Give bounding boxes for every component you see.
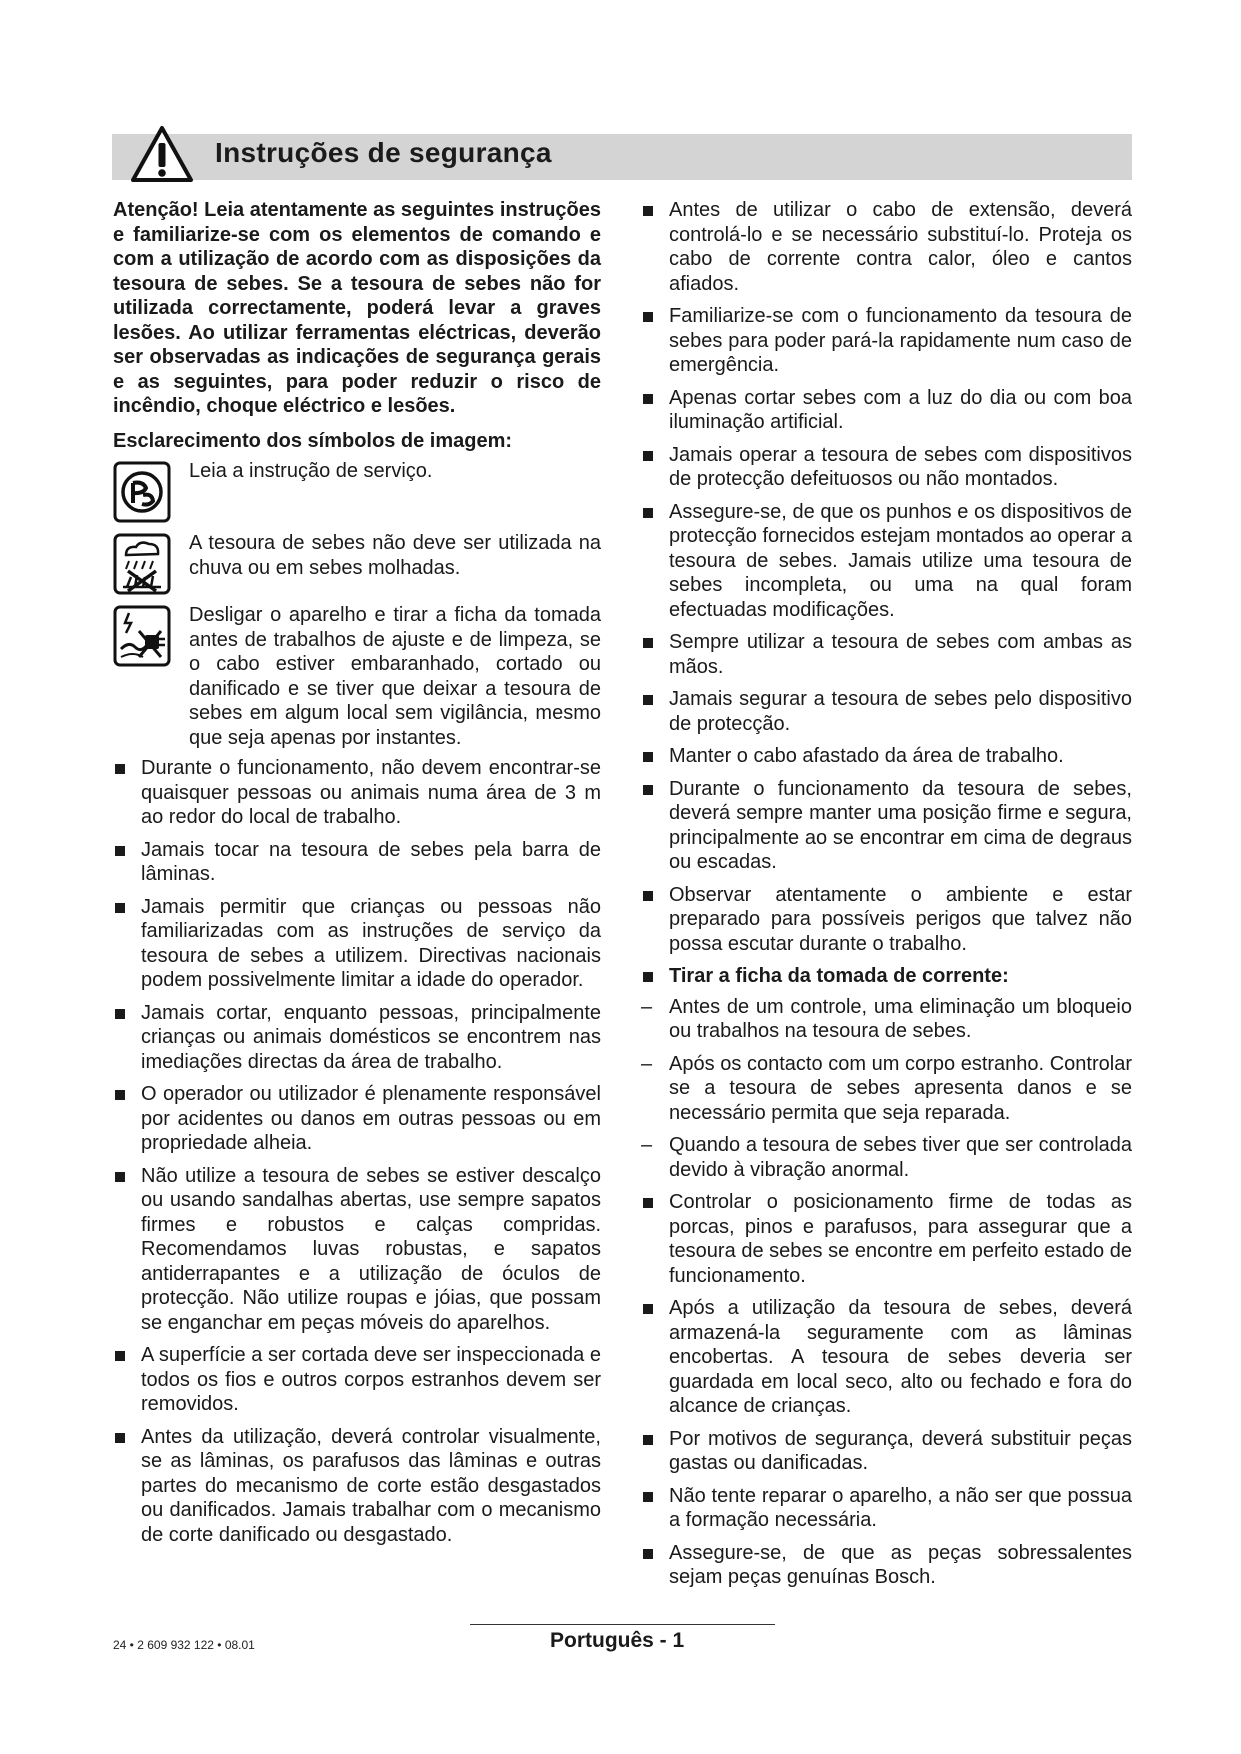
symbol-text: A tesoura de sebes não deve ser utilizada na chuva ou em sebes molhadas. xyxy=(189,532,601,579)
list-item: Antes da utilização, deverá controlar visualmente, se as lâminas, os parafusos das lâminas e outras partes do mecanismo de corte estão desgastados ou danificados. Jamais trabalhar com o mecanismo de corte danificado ou desgastado. xyxy=(113,1425,601,1548)
list-item: Apenas cortar sebes com a luz do dia ou com boa iluminação artificial. xyxy=(641,386,1132,435)
list-item: Jamais cortar, enquanto pessoas, principalmente crianças ou animais domésticos se encontrem nas imediações directas da área de trabalho. xyxy=(113,1001,601,1075)
list-item: Por motivos de segurança, deverá substituir peças gastas ou danificadas. xyxy=(641,1427,1132,1476)
dash-item: – Após os contacto com um corpo estranho. Controlar se a tesoura de sebes apresenta danos e se necessário permita que seja reparada. xyxy=(641,1052,1132,1126)
footer-divider xyxy=(470,1624,775,1625)
list-item: Observar atentamente o ambiente e estar preparado para possíveis perigos que talvez não possa escutar durante o trabalho. xyxy=(641,883,1132,957)
list-item: Durante o funcionamento da tesoura de sebes, deverá sempre manter uma posição firme e segura, principalmente ao se encontrar em cima de degraus ou escadas. xyxy=(641,777,1132,875)
read-manual-icon xyxy=(113,461,171,523)
symbol-read-manual xyxy=(113,459,601,525)
no-rain-icon xyxy=(113,533,171,595)
dash-item: – Quando a tesoura de sebes tiver que ser controlada devido à vibração anormal. xyxy=(641,1133,1132,1182)
list-item: O operador ou utilizador é plenamente responsável por acidentes ou danos em outras pessoas ou em propriedade alheia. xyxy=(113,1082,601,1156)
symbol-no-rain xyxy=(113,531,601,597)
symbol-text: Desligar o aparelho e tirar a ficha da tomada antes de trabalhos de ajuste e de limpeza, se o cabo estiver embaranhado, cortado ou danificado e se tiver que deixar a tesoura de sebes em algum local sem vigilância, mesmo que seja apenas por instantes. xyxy=(189,604,601,749)
list-item: Não tente reparar o aparelho, a não ser que possua a formação necessária. xyxy=(641,1484,1132,1533)
list-item: Sempre utilizar a tesoura de sebes com ambas as mãos. xyxy=(641,630,1132,679)
list-item: Após a utilização da tesoura de sebes, deverá armazená-la seguramente com as lâminas encobertas. A tesoura de sebes deveria ser guardada em local seco, alto ou fechado e fora do alcance de crianças. xyxy=(641,1296,1132,1419)
unplug-heading: Tirar a ficha da tomada de corrente: xyxy=(641,964,1132,989)
list-item: A superfície a ser cortada deve ser inspeccionada e todos os fios e outros corpos estranhos devem ser removidos. xyxy=(113,1343,601,1417)
symbols-heading: Esclarecimento dos símbolos de imagem: xyxy=(113,429,513,452)
symbol-unplug xyxy=(113,603,601,750)
left-column xyxy=(113,198,601,1555)
intro-warning: Atenção! Leia atentamente as seguintes instruções e familiarize-se com os elementos de comando e com a utilização de acordo com as disposições da tesoura de sebes. Se a tesoura de sebes não for utilizada correctamente, poderá levar a graves lesões. Ao utilizar ferramentas eléctricas, deverão ser observadas as indicações de segurança gerais e as seguintes, para poder reduzir o risco de incêndio, choque eléctrico e lesões. xyxy=(113,199,601,417)
list-item: Assegure-se, de que as peças sobressalentes sejam peças genuínas Bosch. xyxy=(641,1541,1132,1590)
list-item: Manter o cabo afastado da área de trabalho. xyxy=(641,744,1132,769)
page-number: Português - 1 xyxy=(550,1629,685,1652)
list-item: Antes de utilizar o cabo de extensão, deverá controlá-lo e se necessário substituí-lo. Proteja os cabo de corrente contra calor, óleo e cantos afiados. xyxy=(641,198,1132,296)
list-item: Jamais operar a tesoura de sebes com dispositivos de protecção defeituosos ou não montados. xyxy=(641,443,1132,492)
list-item: Jamais permitir que crianças ou pessoas não familiarizadas com as instruções de serviço da tesoura de sebes a utilizem. Directivas nacionais podem possivelmente limitar a idade do operador. xyxy=(113,895,601,993)
page-title: Instruções de segurança xyxy=(215,137,552,168)
warning-triangle-icon xyxy=(130,124,194,184)
list-item: Familiarize-se com o funcionamento da tesoura de sebes para poder pará-la rapidamente num caso de emergência. xyxy=(641,304,1132,378)
dash-item: – Antes de um controle, uma eliminação um bloqueio ou trabalhos na tesoura de sebes. xyxy=(641,995,1132,1044)
list-item: Não utilize a tesoura de sebes se estiver descalço ou usando sandalhas abertas, use sempre sapatos firmes e robustos e calças compridas. Recomendamos luvas robustas, e sapatos antiderrapantes e a utilização de óculos de protecção. Não utilize roupas e jóias, que possam se enganchar em peças móveis do aparelhos. xyxy=(113,1164,601,1336)
list-item: Jamais tocar na tesoura de sebes pela barra de lâminas. xyxy=(113,838,601,887)
unplug-icon xyxy=(113,605,171,667)
list-item: Durante o funcionamento, não devem encontrar-se quaisquer pessoas ou animais numa área de 3 m ao redor do local de trabalho. xyxy=(113,756,601,830)
symbol-text: Leia a instrução de serviço. xyxy=(189,460,433,482)
list-item: Controlar o posicionamento firme de todas as porcas, pinos e parafusos, para assegurar que a tesoura de sebes se encontre em perfeito estado de funcionamento. xyxy=(641,1190,1132,1288)
right-column xyxy=(641,198,1132,1598)
list-item: Jamais segurar a tesoura de sebes pelo dispositivo de protecção. xyxy=(641,687,1132,736)
document-code: 24 • 2 609 932 122 • 08.01 xyxy=(113,1638,255,1652)
list-item: Assegure-se, de que os punhos e os dispositivos de protecção fornecidos estejam montados ao operar a tesoura de sebes. Jamais utilize uma tesoura de sebes incompleta, ou uma na qual foram efectuadas modificações. xyxy=(641,500,1132,623)
